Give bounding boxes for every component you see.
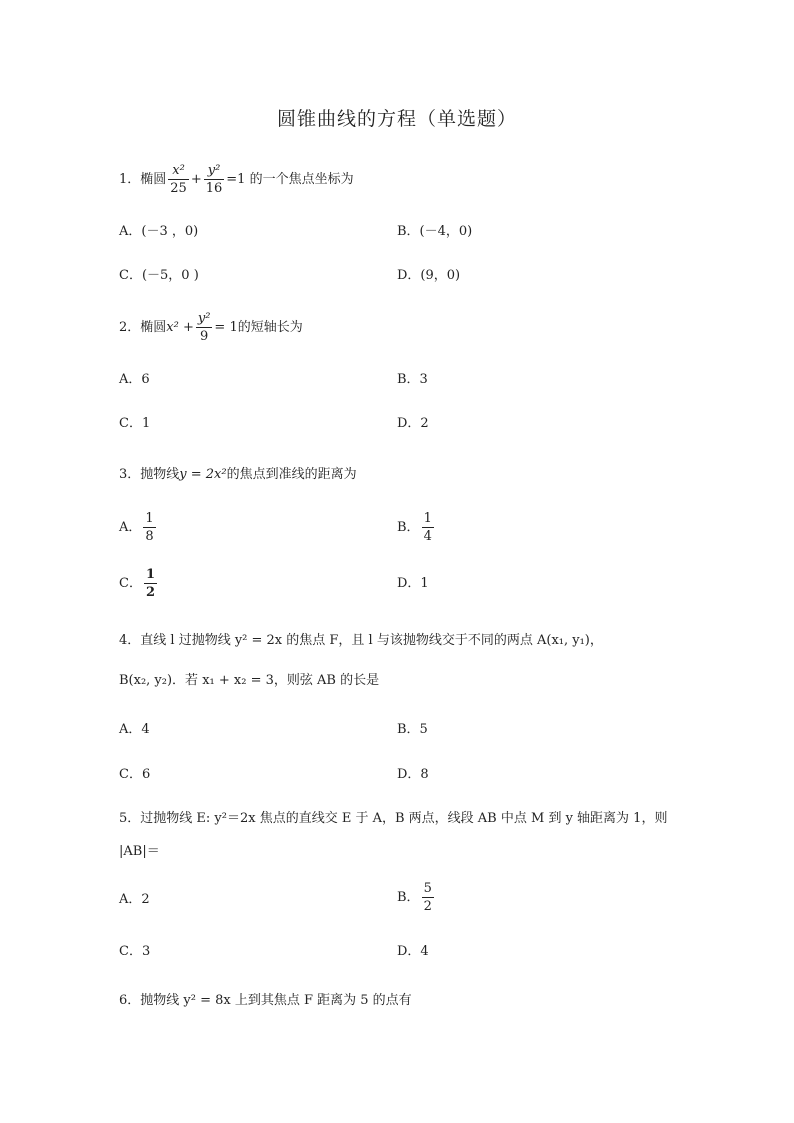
fraction-5-over-2: $\frac{5}{2}$ <box>423 881 432 914</box>
q5-option-a: A．2 <box>119 892 150 907</box>
question-1-prefix: 1．椭圆 <box>119 172 167 187</box>
q4-option-d: D．8 <box>397 767 429 782</box>
q2-option-d: D．2 <box>397 416 429 431</box>
q5-option-d: D．4 <box>397 944 429 959</box>
question-1 <box>119 162 689 197</box>
q4-option-a: A．4 <box>119 722 150 737</box>
question-1-suffix: 的一个焦点坐标为 <box>249 172 354 187</box>
question-2-prefix: 2．椭圆 <box>119 320 167 335</box>
q4-option-b: B．5 <box>397 722 428 737</box>
plus-sign: + <box>190 172 202 187</box>
fraction-1-over-4: $\frac{1}{4}$ <box>423 511 432 544</box>
q3-option-c: C． $\frac{1}{2}$ <box>119 567 155 600</box>
x-squared-term: x² + <box>166 320 194 335</box>
q1-option-b: B．(－4，0) <box>397 224 473 239</box>
q1-option-c: C．(－5，0 ) <box>119 268 199 283</box>
fraction-1-over-8: $\frac{1}{8}$ <box>145 511 154 544</box>
q3-option-d: D．1 <box>397 576 429 591</box>
fraction-x2-over-25: $\frac{\text{x²}}{25}$ <box>170 163 187 196</box>
question-5-line-2: |AB|＝ <box>119 844 160 859</box>
q5-option-c: C．3 <box>119 944 151 959</box>
q3-option-a: A． $\frac{1}{8}$ <box>119 511 154 544</box>
q1-option-a: A．(－3 ，0) <box>119 224 199 239</box>
fraction-y2-over-16: $\frac{\text{y²}}{16}$ <box>205 163 223 196</box>
fraction-1-over-2: $\frac{1}{2}$ <box>145 567 155 600</box>
question-2 <box>119 310 689 345</box>
q5-option-b: B． $\frac{5}{2}$ <box>397 881 432 914</box>
parabola-formula: y = 2x² <box>179 467 227 482</box>
q2-option-c: C．1 <box>119 416 151 431</box>
equals-one: =1 <box>226 172 246 187</box>
q2-option-a: A．6 <box>119 372 150 387</box>
question-2-suffix: 的短轴长为 <box>237 320 303 335</box>
question-4-line-2: B(x₂, y₂)．若 x₁ + x₂ = 3，则弦 AB 的长是 <box>119 673 380 688</box>
question-4-line-1: 4．直线 l 过抛物线 y² = 2x 的焦点 F，且 l 与该抛物线交于不同的两点 A(x₁, y₁)， <box>119 633 603 648</box>
question-5-line-1: 5．过抛物线 E: y²＝2x 焦点的直线交 E 于 A，B 两点，线段 AB 中点 M 到 y 轴距离为 1，则 <box>119 811 668 826</box>
q4-option-c: C．6 <box>119 767 151 782</box>
equals-one: = 1 <box>214 320 238 335</box>
fraction-y2-over-9: $\frac{\text{y²}}{9}$ <box>197 311 211 344</box>
question-6-line-1: 6．抛物线 y² = 8x 上到其焦点 F 距离为 5 的点有 <box>119 993 412 1008</box>
page-title: 圆锥曲线的方程（单选题） <box>276 108 517 130</box>
question-3 <box>119 464 689 486</box>
question-3-suffix: 的焦点到准线的距离为 <box>226 467 357 482</box>
q1-option-d: D．(9，0) <box>397 268 461 283</box>
q3-option-b: B． $\frac{1}{4}$ <box>397 511 432 544</box>
q2-option-b: B．3 <box>397 372 428 387</box>
question-3-prefix: 3．抛物线 <box>119 467 180 482</box>
